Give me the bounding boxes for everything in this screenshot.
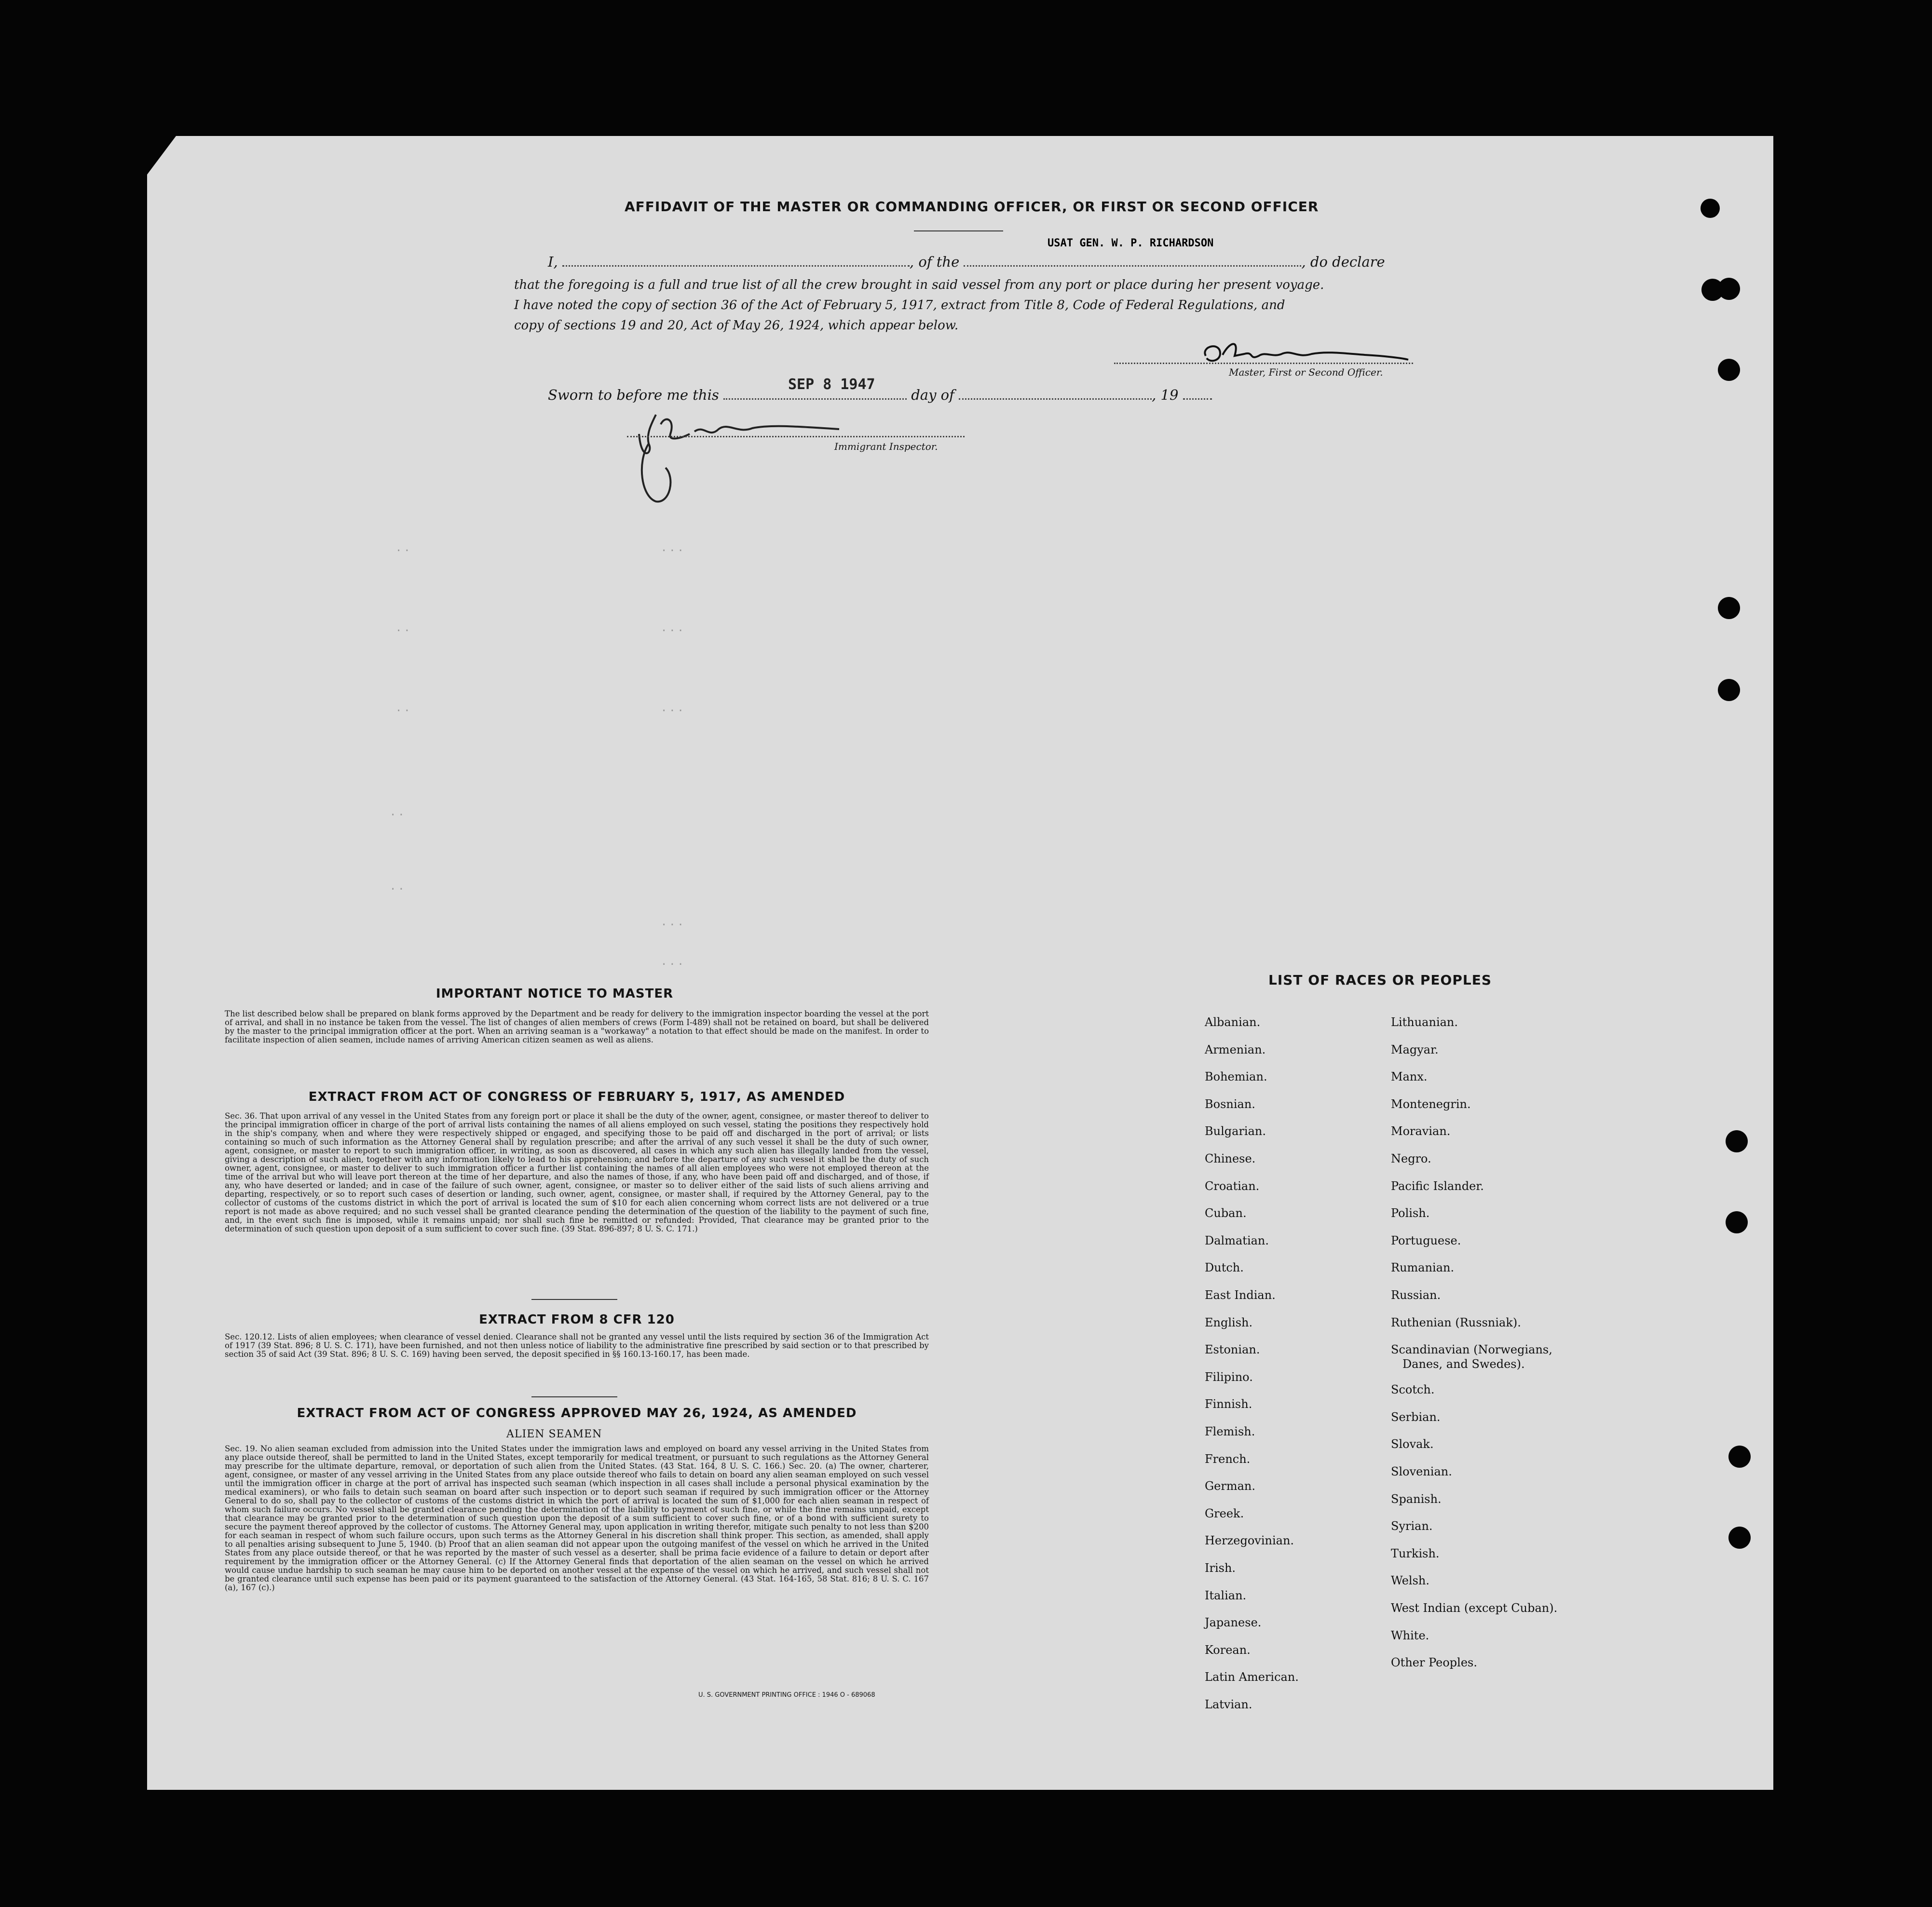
printer-imprint: U. S. GOVERNMENT PRINTING OFFICE : 1946 O - 689068 bbox=[698, 1691, 875, 1699]
vessel-name-field[interactable] bbox=[964, 253, 1301, 267]
race-item: Latvian. bbox=[1205, 1698, 1252, 1711]
race-item: Dalmatian. bbox=[1205, 1233, 1269, 1247]
extract-cfr-title: EXTRACT FROM 8 CFR 120 bbox=[479, 1312, 675, 1327]
race-item: Armenian. bbox=[1205, 1042, 1266, 1056]
folded-corner bbox=[147, 136, 176, 175]
race-item: Bosnian. bbox=[1205, 1097, 1255, 1111]
declaration-line-3: I have noted the copy of section 36 of the Act of February 5, 1917, extract from Title 8, Code of Federal Regulations, and bbox=[514, 298, 1285, 312]
punch-hole bbox=[1718, 359, 1740, 381]
bleed-mark: .. bbox=[395, 542, 412, 554]
alien-seamen-subtitle: ALIEN SEAMEN bbox=[506, 1428, 602, 1440]
master-signature-line bbox=[1114, 363, 1413, 364]
race-item: Welsh. bbox=[1391, 1574, 1429, 1588]
inspector-caption: Immigrant Inspector. bbox=[834, 441, 938, 452]
inspector-signature bbox=[627, 405, 854, 511]
extract-cfr-text: Sec. 120.12. Lists of alien employees; when clearance of vessel denied. Clearance shall not be granted any vessel until the lists required by section 36 of the Immigration Act of 1917 (39 Stat. 896; 8 U. S. C. 171), have been furnished, and not then unless notice of liability to the administrative fine prescribed by said section or to that prescribed by section 35 of said Act (39 Stat. 896; 8 U. S. C. 169) having been served, the deposit specified in §§ 160.13-160.17, has been made. bbox=[225, 1332, 929, 1359]
races-title: LIST OF RACES OR PEOPLES bbox=[1268, 972, 1492, 988]
day-of-label: day of bbox=[911, 387, 954, 403]
race-item: Manx. bbox=[1391, 1070, 1428, 1084]
bleed-mark: ... bbox=[661, 622, 686, 634]
bleed-mark: .. bbox=[395, 622, 412, 634]
race-item: Finnish. bbox=[1205, 1397, 1252, 1411]
notice-text: The list described below shall be prepared on blank forms approved by the Department and be ready for delivery to the immigration inspector boarding the vessel at the port of arrival, and shall in no instance be taken from the vessel. The list of changes of alien members of crews (Form I-489) shall not be retained on board, but shall be delivered by the master to the principal immigration officer at the port. When an arriving seaman is a "workaway" a notation to that effect should be made on the manifest. In order to facilitate inspection of alien seamen, include names of arriving American citizen seamen as well as aliens. bbox=[225, 1009, 929, 1044]
punch-hole bbox=[1726, 1130, 1748, 1152]
sworn-date-stamp: SEP 8 1947 bbox=[788, 376, 875, 393]
race-item: Portuguese. bbox=[1391, 1233, 1461, 1247]
extract-1924-title: EXTRACT FROM ACT OF CONGRESS APPROVED MAY 26, 1924, AS AMENDED bbox=[297, 1406, 857, 1420]
sworn-month-field[interactable] bbox=[959, 386, 1152, 400]
year-prefix: , 19 bbox=[1152, 387, 1179, 403]
bleed-mark: ... bbox=[661, 702, 686, 714]
race-item: Moravian. bbox=[1391, 1124, 1451, 1138]
race-item: Danes, and Swedes). bbox=[1402, 1357, 1525, 1371]
race-item: East Indian. bbox=[1205, 1288, 1276, 1302]
notice-title: IMPORTANT NOTICE TO MASTER bbox=[435, 987, 674, 1001]
race-item: Irish. bbox=[1205, 1561, 1236, 1575]
punch-hole bbox=[1701, 199, 1720, 218]
bleed-mark: .. bbox=[390, 880, 407, 893]
race-item: Montenegrin. bbox=[1391, 1097, 1471, 1111]
race-item: Korean. bbox=[1205, 1643, 1251, 1657]
punch-hole bbox=[1718, 278, 1740, 300]
race-item: Japanese. bbox=[1205, 1616, 1262, 1630]
race-item: Slovak. bbox=[1391, 1437, 1434, 1451]
race-item: Lithuanian. bbox=[1391, 1015, 1458, 1029]
punch-hole bbox=[1728, 1527, 1751, 1549]
master-signature bbox=[1201, 337, 1413, 370]
declaration-line-1 bbox=[548, 252, 1385, 272]
race-item: Estonian. bbox=[1205, 1343, 1260, 1357]
race-item: Chinese. bbox=[1205, 1152, 1256, 1165]
race-item: Ruthenian (Russniak). bbox=[1391, 1315, 1521, 1329]
punch-hole bbox=[1728, 1446, 1751, 1468]
i-label: I, bbox=[548, 254, 558, 270]
race-item: Negro. bbox=[1391, 1152, 1431, 1165]
bleed-mark: ... bbox=[661, 916, 686, 928]
do-declare-label: , do declare bbox=[1301, 254, 1385, 270]
race-item: German. bbox=[1205, 1479, 1255, 1493]
punch-hole bbox=[1718, 679, 1740, 701]
bleed-mark: ... bbox=[661, 542, 686, 554]
bleed-mark: .. bbox=[395, 702, 412, 714]
punch-hole bbox=[1726, 1211, 1748, 1233]
race-item: Polish. bbox=[1391, 1206, 1430, 1220]
race-item: Albanian. bbox=[1205, 1015, 1261, 1029]
bleed-mark: ... bbox=[661, 956, 686, 968]
sworn-year-field[interactable] bbox=[1183, 386, 1212, 400]
race-item: Filipino. bbox=[1205, 1370, 1253, 1384]
race-item: Russian. bbox=[1391, 1288, 1441, 1302]
vessel-name-stamp: USAT GEN. W. P. RICHARDSON bbox=[1048, 237, 1214, 249]
race-item: Herzegovinian. bbox=[1205, 1534, 1294, 1548]
punch-hole bbox=[1718, 597, 1740, 619]
master-caption: Master, First or Second Officer. bbox=[1229, 366, 1383, 378]
race-item: Bulgarian. bbox=[1205, 1124, 1266, 1138]
sworn-line bbox=[548, 385, 1212, 405]
section-rule bbox=[531, 1299, 617, 1300]
race-item: Pacific Islander. bbox=[1391, 1179, 1484, 1193]
extract-1917-title: EXTRACT FROM ACT OF CONGRESS OF FEBRUARY 5, 1917, AS AMENDED bbox=[308, 1090, 845, 1104]
race-item: Bohemian. bbox=[1205, 1070, 1267, 1084]
bleed-mark: .. bbox=[390, 806, 407, 818]
race-item: Slovenian. bbox=[1391, 1465, 1452, 1478]
race-item: Serbian. bbox=[1391, 1410, 1441, 1424]
section-rule bbox=[531, 1396, 617, 1397]
race-item: Greek. bbox=[1205, 1506, 1244, 1520]
inspector-signature-line bbox=[627, 436, 965, 437]
race-item: Rumanian. bbox=[1391, 1261, 1455, 1275]
race-item: Italian. bbox=[1205, 1588, 1247, 1602]
declaration-line-4: copy of sections 19 and 20, Act of May 26, 1924, which appear below. bbox=[514, 318, 959, 333]
race-item: Scandinavian (Norwegians, bbox=[1391, 1343, 1552, 1357]
race-item: Magyar. bbox=[1391, 1042, 1439, 1056]
race-item: Turkish. bbox=[1391, 1546, 1440, 1560]
race-item: Dutch. bbox=[1205, 1261, 1244, 1275]
race-item: Flemish. bbox=[1205, 1425, 1255, 1438]
race-item: Cuban. bbox=[1205, 1206, 1247, 1220]
race-item: French. bbox=[1205, 1452, 1251, 1466]
master-name-field[interactable] bbox=[562, 253, 910, 267]
race-item: Croatian. bbox=[1205, 1179, 1260, 1193]
of-the-label: , of the bbox=[909, 254, 960, 270]
race-item: Other Peoples. bbox=[1391, 1656, 1477, 1670]
title-rule bbox=[914, 230, 1003, 231]
race-item: English. bbox=[1205, 1315, 1253, 1329]
race-item: Latin American. bbox=[1205, 1670, 1299, 1684]
declaration-line-2: that the foregoing is a full and true list of all the crew brought in said vessel from any port or place during her present voyage. bbox=[514, 278, 1324, 292]
extract-1924-text: Sec. 19. No alien seaman excluded from admission into the United States under the immigration laws and employed on board any vessel arriving in the United States from any place outside thereof, shall be permitted to land in the United States, except temporarily for medical treatment, or pursuant to such regulations as the Attorney General may prescribe for the ultimate departure, removal, or deportation of such alien from the United States. (43 Stat. 164, 8 U. S. C. 166.) Sec. 20. (a) The owner, charterer, agent, consignee, or master of any vessel arriving in the United States from any place outside thereof who fails to detain on board any alien seaman employed on such vessel until the immigration officer in charge at the port of arrival has inspected such seaman (which inspection in all cases shall include a personal physical examination by the medical examiners), or who fails to detain such seaman on board after such inspection or to deport such seaman if required by such immigration officer or the Attorney General to do so, shall pay to the collector of customs of the customs district in which the port of arrival is located the sum of $1,000 for each alien seaman in respect of whom such failure occurs. No vessel shall be granted clearance pending the determination of the liability to payment of such fine, or while the fine remains unpaid, except that clearance may be granted prior to the determination of such question upon the deposit of a sum sufficient to cover such fine, or of a bond with sufficient surety to secure the payment thereof approved by the collector of customs. The Attorney General may, upon application in writing therefor, mitigate such penalty to not less than $200 for each seaman in respect of whom such failure occurs, upon such terms as the Attorney General in his discretion shall think proper. This section, as amended, shall apply to all penalties arising subsequent to June 5, 1940. (b) Proof that an alien seaman did not appear upon the outgoing manifest of the vessel on which he arrived in the United States from any place outside thereof, or that he was reported by the master of such vessel as a deserter, shall be prima facie evidence of a failure to detain or deport after requirement by the immigration officer or the Attorney General. (c) If the Attorney General finds that deportation of the alien seaman on the vessel on which he arrived would cause undue hardship to such seaman he may cause him to be deported on another vessel at the expense of the vessel on which he arrived, and such vessel shall not be granted clearance until such expense has been paid or its payment guaranteed to the satisfaction of the Attorney General. (43 Stat. 164-165, 58 Stat. 816; 8 U. S. C. 167 (a), 167 (c).) bbox=[225, 1444, 929, 1592]
race-item: West Indian (except Cuban). bbox=[1391, 1601, 1558, 1615]
sworn-label: Sworn to before me this bbox=[548, 387, 719, 403]
race-item: Spanish. bbox=[1391, 1492, 1442, 1506]
extract-1917-text: Sec. 36. That upon arrival of any vessel in the United States from any foreign port or place it shall be the duty of the owner, agent, consignee, or master thereof to deliver to the principal immigration officer in charge of the port of arrival lists containing the names of all aliens employed on such vessel, stating the positions they respectively hold in the ship's company, when and where they were respectively shipped or engaged, and specifying those to be paid off and discharged in the port of arrival; or lists containing so much of such information as the Attorney General shall by regulation prescribe; and after the arrival of any such vessel it shall be the duty of such owner, agent, consignee, or master to report to such immigration officer, in writing, as soon as discovered, all cases in which any such alien has illegally landed from the vessel, giving a description of such alien, together with any information likely to lead to his apprehension; and before the departure of any such vessel it shall be the duty of such owner, agent, consignee, or master to deliver to such immigration officer a further list containing the names of all alien employees who were not employed thereon at the time of the arrival but who will leave port thereon at the time of her departure, and also the names of those, if any, who have been paid off and discharged, and of those, if any, who have deserted or landed; and in case of the failure of such owner, agent, consignee, or master so to deliver either of the said lists of such aliens arriving and departing, respectively, or so to report such cases of desertion or landing, such owner, agent, consignee, or master shall, if required by the Attorney General, pay to the collector of customs of the customs district in which the port of arrival is located the sum of $10 for each alien concerning whom correct lists are not delivered or a true report is not made as above required; and no such vessel shall be granted clearance pending the determination of the question of the liability to the payment of such fine, and, in the event such fine is imposed, while it remains unpaid; nor shall such fine be remitted or refunded: Provided, That clearance may be granted prior to the determination of such question upon deposit of a sum sufficient to cover such fine. (39 Stat. 896-897; 8 U. S. C. 171.) bbox=[225, 1111, 929, 1233]
race-item: Scotch. bbox=[1391, 1383, 1435, 1397]
race-item: White. bbox=[1391, 1628, 1429, 1642]
race-item: Syrian. bbox=[1391, 1519, 1433, 1533]
affidavit-title: AFFIDAVIT OF THE MASTER OR COMMANDING OFFICER, OR FIRST OR SECOND OFFICER bbox=[625, 199, 1319, 215]
